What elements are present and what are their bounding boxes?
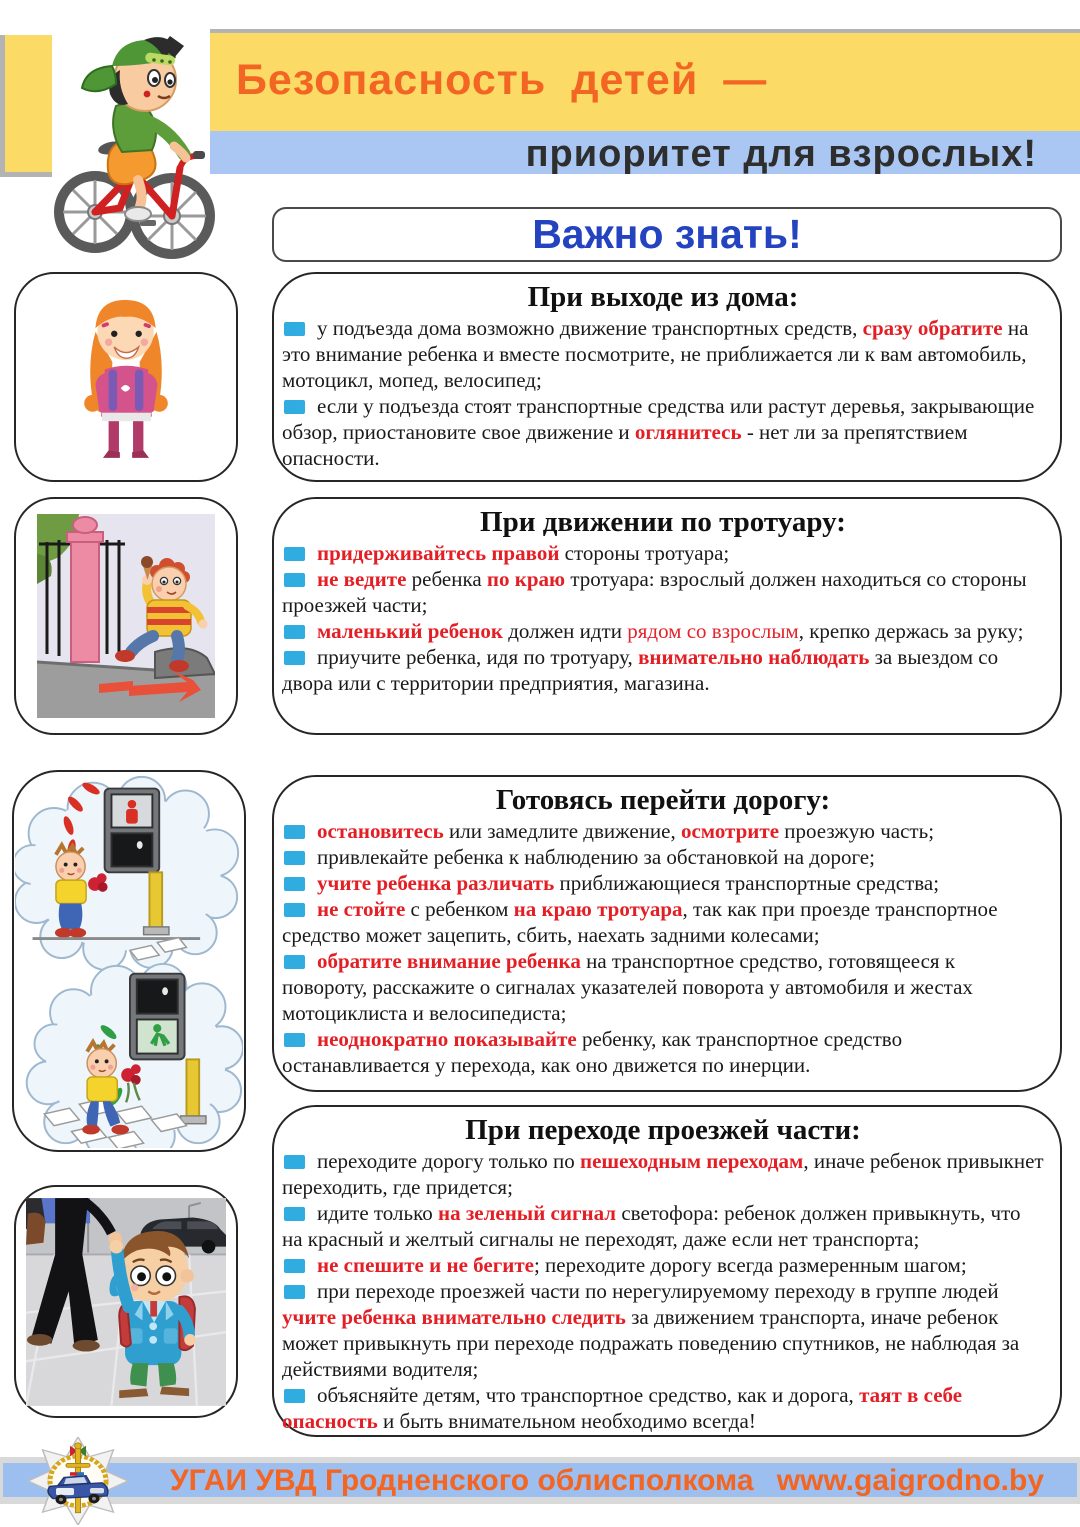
footer-website-link[interactable]: www.gaigrodno.by (776, 1464, 1044, 1497)
left-yellow-band (0, 35, 52, 177)
section-heading: При выходе из дома: (527, 281, 799, 313)
traffic-light-thought-bubbles-box (12, 770, 246, 1152)
bullet-square-icon (284, 1259, 305, 1273)
text-segment: учите ребенка внимательно следить (282, 1305, 626, 1330)
bullet-item (282, 618, 1044, 644)
text-segment: или замедлите движение, (443, 819, 681, 844)
text-segment: привлекайте ребенка к наблюдению за обстановкой на дороге; (317, 845, 875, 870)
bullet-item (282, 1200, 1044, 1252)
text-segment: у подъезда дома возможно движение транспортных средств, (317, 316, 863, 341)
bullet-item (282, 393, 1044, 471)
bullet-item (282, 844, 1044, 870)
text-segment: на это внимание ребенка и вместе посмотрите, не приближается ли к вам автомобиль, мотоцикл, мопед, велосипед; (282, 316, 1029, 393)
text-segment: обратите внимание ребенка (317, 949, 581, 974)
text-segment: на зеленый сигнал (437, 1201, 617, 1226)
bullet-square-icon (284, 1389, 305, 1403)
boy-on-bicycle-icon (50, 22, 218, 260)
police-emblem (28, 1437, 128, 1525)
bullet-square-icon (284, 1155, 305, 1169)
text-segment: , так как при проезде транспортное средство может зацепить, сбить, наехать задними колесами; (282, 897, 998, 948)
text-segment: учите ребенка различать (317, 871, 555, 896)
text-segment: светофора: ребенок должен привыкнуть, что на красный и желтый сигналы не переходят, даже если нет транспорта; (282, 1201, 1021, 1252)
hand-holding-crossing-box (14, 1185, 238, 1418)
text-segment: приучите ребенка, идя по тротуару, (317, 645, 639, 670)
text-segment: не спешите и не бегите (317, 1253, 534, 1278)
text-segment: , крепко держась за руку; (798, 619, 1024, 644)
text-segment: по краю (486, 567, 566, 592)
girl-with-backpack-icon (67, 283, 185, 471)
bullet-square-icon (284, 903, 305, 917)
bullet-square-icon (284, 547, 305, 561)
bullet-square-icon (284, 322, 305, 336)
bullet-item (282, 1252, 1044, 1278)
girl-illustration-box (14, 272, 238, 482)
section-heading: При переходе проезжей части: (465, 1114, 861, 1146)
section-items (282, 1148, 1044, 1434)
text-segment: маленький ребенок (317, 619, 503, 644)
boy-holding-adult-hand-icon (26, 1198, 226, 1406)
bullet-square-icon (284, 877, 305, 891)
ice-cream-boy-illustration-box (14, 497, 238, 735)
text-segment: должен идти (502, 619, 628, 644)
bullet-item (282, 540, 1044, 566)
text-segment: неоднократно показывайте (317, 1027, 577, 1052)
bullet-square-icon (284, 1285, 305, 1299)
text-segment: остановитесь (317, 819, 444, 844)
text-segment: ребенку, как транспортное средство останавливается у перехода, как оно движется по инерции. (282, 1027, 903, 1078)
text-segment: не стойте (317, 897, 406, 922)
text-segment: если у подъезда стоят транспортные средства или растут деревья, закрывающие обзор, приостановите свое движение и (282, 394, 1035, 445)
bullet-square-icon (284, 825, 305, 839)
text-segment: ребенка (406, 567, 487, 592)
text-segment: придерживайтесь правой (317, 541, 560, 566)
text-segment: стороны тротуара; (559, 541, 730, 566)
bullet-square-icon (284, 1207, 305, 1221)
poster-title-line1: Безопасность детей — (236, 56, 768, 104)
text-segment: не ведите (317, 567, 407, 592)
section-leaving-home (272, 272, 1062, 482)
text-segment: за выездом со двора или с территории предприятия, магазина. (282, 645, 999, 696)
text-segment: - нет ли за препятствием опасности. (282, 420, 968, 471)
section-items (282, 818, 1044, 1078)
bullet-item (282, 1026, 1044, 1078)
bullet-item (282, 948, 1044, 1026)
text-segment: рядом со взрослым (627, 619, 799, 644)
bullet-item (282, 1382, 1044, 1434)
section-heading: При движении по тротуару: (480, 506, 846, 538)
bullet-item (282, 315, 1044, 393)
bullet-item (282, 566, 1044, 618)
text-segment: сразу обратите (862, 316, 1003, 341)
text-segment: на краю тротуара (513, 897, 683, 922)
bullet-item (282, 896, 1044, 948)
bullet-item (282, 870, 1044, 896)
bullet-item (282, 818, 1044, 844)
section-preparing-to-cross (272, 775, 1062, 1092)
footer-organization: УГАИ УВД Гродненского облисполкома (170, 1464, 754, 1497)
section-heading: Готовясь перейти дорогу: (495, 784, 831, 816)
text-segment: идите только (317, 1201, 438, 1226)
text-segment: , иначе ребенок привыкнет переходить, где придется; (282, 1149, 1044, 1200)
text-segment: при переходе проезжей части по нерегулируемому переходу в группе людей (317, 1279, 999, 1304)
bullet-square-icon (284, 400, 305, 414)
bullet-item (282, 1148, 1044, 1200)
text-segment: с ребенком (405, 897, 514, 922)
important-banner-label: Важно знать! (532, 211, 802, 257)
text-segment: ; переходите дорогу всегда размеренным шагом; (533, 1253, 967, 1278)
text-segment: осмотрите (680, 819, 780, 844)
text-segment: за движением транспорта, иначе ребенок может привыкнуть при переходе подражать поведению спутников, не наблюдая за действиями водителя; (282, 1305, 1020, 1382)
text-segment: оглянитесь (634, 420, 742, 445)
bullet-square-icon (284, 1033, 305, 1047)
bullet-square-icon (284, 955, 305, 969)
text-segment: приближающиеся транспортные средства; (554, 871, 940, 896)
section-crossing-roadway (272, 1105, 1062, 1437)
bullet-item (282, 644, 1044, 696)
police-emblem-icon (28, 1437, 128, 1525)
section-items (282, 315, 1044, 471)
text-segment: пешеходным переходам (579, 1149, 804, 1174)
boy-with-ice-cream-icon (37, 514, 215, 718)
text-segment: тротуара: взрослый должен находиться со стороны проезжей части; (282, 567, 1027, 618)
text-segment: переходите дорогу только по (317, 1149, 580, 1174)
bullet-square-icon (284, 625, 305, 639)
bullet-item (282, 1278, 1044, 1382)
poster-title-line2: приоритет для взрослых! (525, 133, 1037, 175)
important-banner (272, 207, 1062, 262)
section-sidewalk (272, 497, 1062, 735)
bullet-square-icon (284, 851, 305, 865)
bullet-square-icon (284, 573, 305, 587)
text-segment: объясняйте детям, что транспортное средство, как и дорога, (317, 1383, 860, 1408)
bullet-square-icon (284, 651, 305, 665)
traffic-light-scenes-icon (15, 774, 243, 1148)
text-segment: на транспортное средство, готовящееся к повороту, расскажите о сигналах указателей поворота у автомобиля и жестах мотоциклиста и велосипедиста; (282, 949, 973, 1026)
boy-on-bicycle-illustration (50, 22, 218, 260)
text-segment: проезжую часть; (779, 819, 935, 844)
text-segment: и быть внимательном необходимо всегда! (377, 1409, 756, 1434)
text-segment: внимательно наблюдать (638, 645, 870, 670)
text-segment: таят в себе опасность (282, 1383, 963, 1434)
section-items (282, 540, 1044, 696)
